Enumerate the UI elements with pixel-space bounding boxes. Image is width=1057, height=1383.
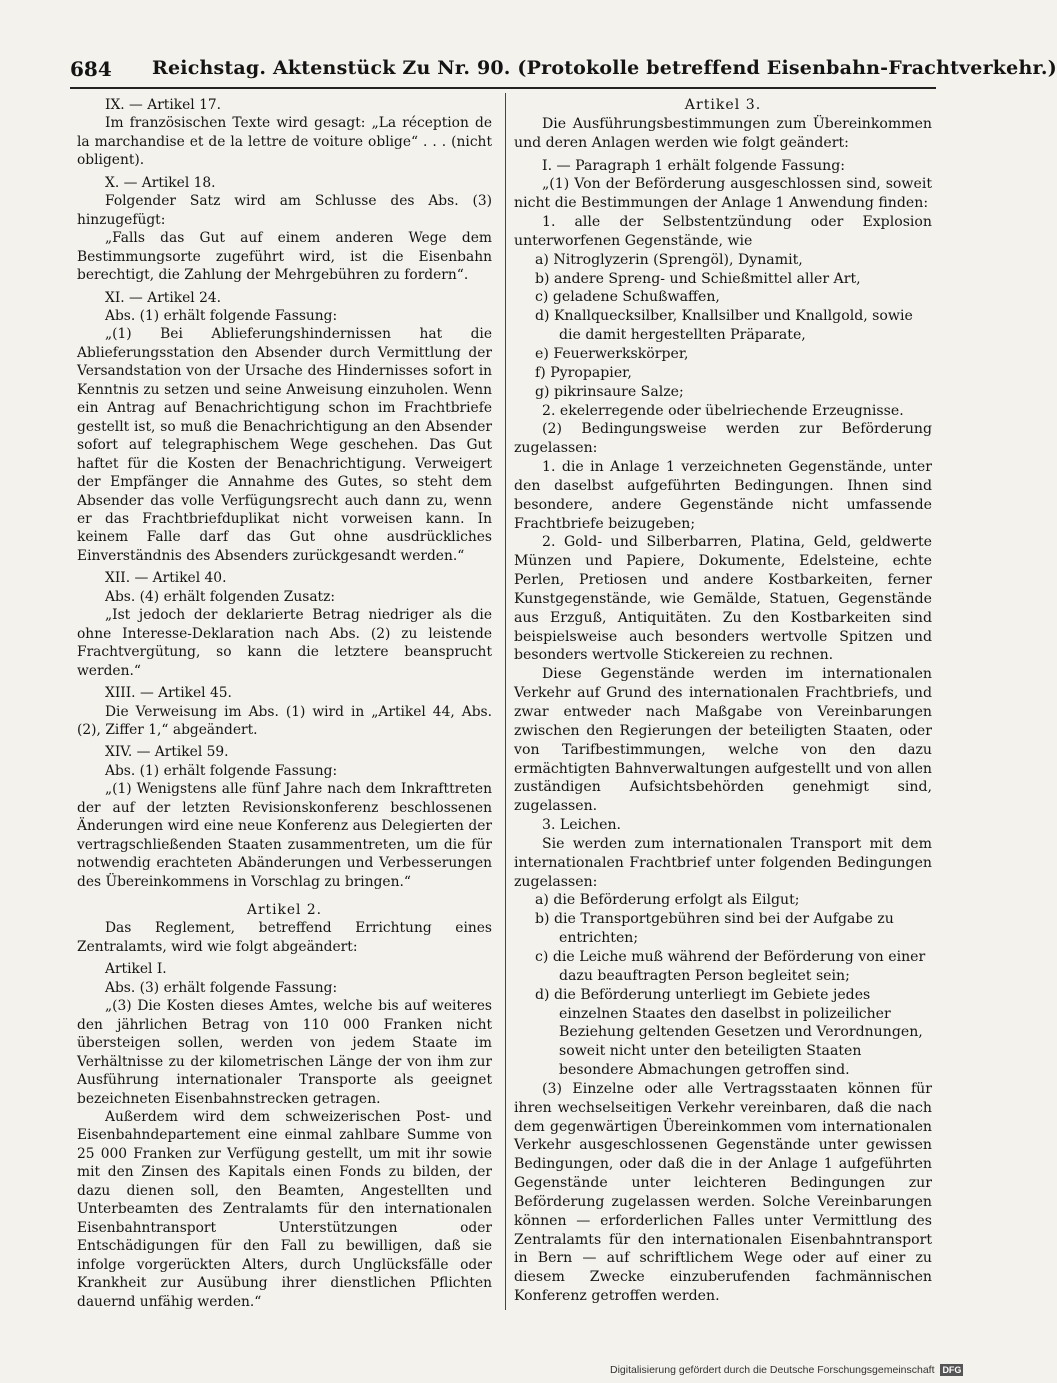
paragraph-r1: Artikel 3.	[684, 97, 762, 113]
footer-credit	[610, 1364, 990, 1380]
paragraph-l20: Abs. (3) erhält folgende Fassung:	[105, 979, 338, 996]
paragraph-l21: „(3) Die Kosten dieses Amtes, welche bis auf weiteres den jährlichen Betrag von 110 000 Franken nicht übersteigen sollen, werden von jedem Staate im Verhältnisse zu der kilometrischen Länge der von ihm zur Ausführung internationaler Transporte als geeignet bezeichneten Eisenbahnstrecken getragen.	[77, 998, 492, 1107]
column-divider	[505, 93, 506, 1310]
paragraph-l5: „Falls das Gut auf einem anderen Wege dem Bestimmungsorte zugeführt wird, ist die Eisenbahn berechtigt, die Zahlung der Mehrgebühren zu fordern“.	[77, 230, 492, 284]
page-number: 684	[70, 57, 112, 81]
paragraph-r9: d) Knallquecksilber, Knallsilber und Knallgold, sowie die damit hergestellten Präparate,	[535, 308, 913, 344]
paragraph-r7: b) andere Spreng- und Schießmittel aller Art,	[535, 270, 861, 287]
paragraph-r13: 2. ekelerregende oder übelriechende Erzeugnisse.	[542, 402, 904, 419]
paragraph-r14: (2) Bedingungsweise werden zur Beförderung zugelassen:	[514, 421, 932, 457]
header-title: Reichstag. Aktenstück Zu Nr. 90. (Protokolle betreffend Eisenbahn-Frachtverkehr.)	[152, 57, 1057, 79]
paragraph-r19: Sie werden zum internationalen Transport mit dem internationalen Frachtbrief unter folgenden Bedingungen zugelassen:	[514, 835, 932, 890]
paragraph-l19: Artikel I.	[105, 961, 167, 978]
paragraph-l8: „(1) Bei Ablieferungshindernissen hat die Ablieferungsstation den Absender durch Vermittlung der Versandstation von der Ursache des Hindernisses sofort in Kenntnis zu setzen und seine Anweisung einzuholen. Wenn ein Antrag auf Benachrichtigung schon im Frachtbriefe gestellt ist, so muß die Benachrichtigung an den Absender sofort auf telegraphischem Wege geschehen. Das Gut haftet für die Kosten der Benachrichtigung. Verweigert der Empfänger die Annahme des Gutes, so steht dem Absender das volle Verfügungsrecht auch dann zu, wenn er das Frachtbriefduplikat nicht vorweisen kann. In keinem Falle darf das Gut ohne ausdrückliches Einverständnis des Absenders zurückgesandt werden.“	[77, 326, 492, 564]
footer-text: Digitalisierung gefördert durch die Deutsche Forschungsgemeinschaft	[610, 1364, 935, 1376]
paragraph-l13: Die Verweisung im Abs. (1) wird in „Artikel 44, Abs. (2), Ziffer 1,“ abgeändert.	[77, 703, 492, 738]
paragraph-l6: XI. — Artikel 24.	[105, 289, 222, 306]
paragraph-r17: Diese Gegenstände werden im internationalen Verkehr auf Grund des internationalen Frachtbriefs, und zwar entweder nach Maßgabe von Vereinbarungen zwischen den Regierungen der beteiligten Staaten, oder von Tarifbestimmungen, welche von den dazu ermächtigten Bahnverwaltungen aufgestellt und von allen zuständigen Aufsichtsbehörden genehmigt sind, zugelassen.	[514, 666, 932, 815]
dfg-logo: DFG	[942, 1365, 962, 1376]
header-rule	[70, 87, 936, 89]
paragraph-r20: a) die Beförderung erfolgt als Eilgut;	[535, 892, 800, 909]
paragraph-r16: 2. Gold- und Silberbarren, Platina, Geld, geldwerte Münzen und Papiere, Dokumente, Edelsteine, echte Perlen, Pretiosen und andere Kostbarkeiten, ferner Kunstgegenstände, wie Gemälde, Statuen, Gegenstände aus Erzguß, Antiquitäten. Zu den Kostbarkeiten sind beispielsweise auch besonders wertvolle Spitzen und besonders wertvolle Stickereien zu rechnen.	[514, 534, 932, 664]
paragraph-r21: b) die Transportgebühren sind bei der Aufgabe zu entrichten;	[535, 911, 894, 947]
paragraph-r6: a) Nitroglyzerin (Sprengöl), Dynamit,	[535, 251, 803, 268]
paragraph-r12: g) pikrinsaure Salze;	[535, 383, 684, 400]
paragraph-l4: Folgender Satz wird am Schlusse des Abs. (3) hinzugefügt:	[77, 193, 492, 228]
paragraph-l1: IX. — Artikel 17.	[105, 97, 222, 113]
paragraph-r15: 1. die in Anlage 1 verzeichneten Gegenstände, unter den daselbst aufgeführten Bedingungen. Ihnen sind besondere, andere Gegenstände nicht umfassende Frachtbriefe beizugeben;	[514, 459, 932, 532]
paragraph-l22: Außerdem wird dem schweizerischen Post- und Eisenbahndepartement eine einmal zahlbare Summe von 25 000 Franken zur Verfügung gestellt, um mit ihr sowie mit den Zinsen des Kapitals einen Fonds zu bilden, der dazu dienen soll, den Beamten, Angestellten und Unterbeamten des Zentralamts für den internationalen Eisenbahntransport Unterstützungen oder Entschädigungen für den Fall zu bewilligen, daß sie infolge vorgerückten Alters, durch Unglücksfälle oder Krankheit zur Ausübung ihrer dienstlichen Pflichten dauernd unfähig werden.“	[77, 1109, 492, 1310]
paragraph-l7: Abs. (1) erhält folgende Fassung:	[105, 307, 338, 324]
paragraph-l17: Artikel 2.	[246, 902, 322, 919]
paragraph-l12: XIII. — Artikel 45.	[105, 685, 232, 702]
paragraph-l10: Abs. (4) erhält folgenden Zusatz:	[105, 588, 336, 605]
paragraph-r4: „(1) Von der Beförderung ausgeschlossen sind, soweit nicht die Bestimmungen der Anlage 1 Anwendung finden:	[514, 176, 932, 212]
paragraph-l18: Das Reglement, betreffend Errichtung eines Zentralamts, wird wie folgt abgeändert:	[77, 920, 492, 955]
paragraph-l2: Im französischen Texte wird gesagt: „La réception de la marchandise et de la lettre de voiture oblige“ . . . (nicht obligent).	[77, 115, 492, 169]
paragraph-r23: d) die Beförderung unterliegt im Gebiete jedes einzelnen Staates den daselbst in polizeilicher Beziehung geltenden Gesetzen und Verordnungen, soweit nicht unter den beteiligten Staaten besondere Abmachungen getroffen sind.	[535, 986, 923, 1079]
paragraph-r2: Die Ausführungsbestimmungen zum Übereinkommen und deren Anlagen werden wie folgt geändert:	[514, 115, 932, 151]
paragraph-r8: c) geladene Schußwaffen,	[535, 289, 720, 306]
running-header	[70, 55, 1057, 85]
paragraph-r24: (3) Einzelne oder alle Vertragsstaaten können für ihren wechselseitigen Verkehr vereinbaren, daß die nach dem gegenwärtigen Übereinkommen vom internationalen Verkehr ausgeschlossenen Gegenstände unter gewissen Bedingungen, oder daß die in der Anlage 1 aufgeführten Gegenstände unter leichteren Bedingungen zur Beförderung zugelassen werden. Solche Vereinbarungen können — erforderlichen Falles unter Vermittlung des Zentralamts für den internationalen Eisenbahntransport in Bern — auf schriftlichem Wege oder auf einer zu diesem Zwecke einzuberufenden fachmännischen Konferenz getroffen werden.	[514, 1080, 932, 1305]
paragraph-l3: X. — Artikel 18.	[105, 174, 216, 191]
right-column	[514, 96, 932, 1306]
paragraph-l9: XII. — Artikel 40.	[105, 570, 227, 587]
paragraph-r3: I. — Paragraph 1 erhält folgende Fassung:	[542, 157, 845, 174]
paragraph-l15: Abs. (1) erhält folgende Fassung:	[105, 762, 338, 779]
paragraph-l16: „(1) Wenigstens alle fünf Jahre nach dem Inkrafttreten der auf der letzten Revisionskonferenz beschlossenen Änderungen wird eine neue Konferenz aus Delegierten der vertragschließenden Staaten zusammentreten, um die für notwendig erachteten Abänderungen und Verbesserungen des Übereinkommens in Vorschlag zu bringen.“	[77, 781, 492, 890]
paragraph-r18: 3. Leichen.	[542, 817, 622, 834]
paragraph-r11: f) Pyropapier,	[535, 364, 632, 381]
left-column	[77, 96, 492, 1311]
paragraph-l11: „Ist jedoch der deklarierte Betrag niedriger als die ohne Interesse-Deklaration nach Abs. (2) zu leistende Frachtvergütung, so kann die letztere beansprucht werden.“	[77, 607, 492, 679]
paragraph-r22: c) die Leiche muß während der Beförderung von einer dazu beauftragten Person begleitet sein;	[535, 948, 926, 984]
paragraph-r10: e) Feuerwerkskörper,	[535, 345, 689, 362]
paragraph-l14: XIV. — Artikel 59.	[105, 744, 229, 761]
paragraph-r5: 1. alle der Selbstentzündung oder Explosion unterworfenen Gegenstände, wie	[514, 214, 932, 249]
